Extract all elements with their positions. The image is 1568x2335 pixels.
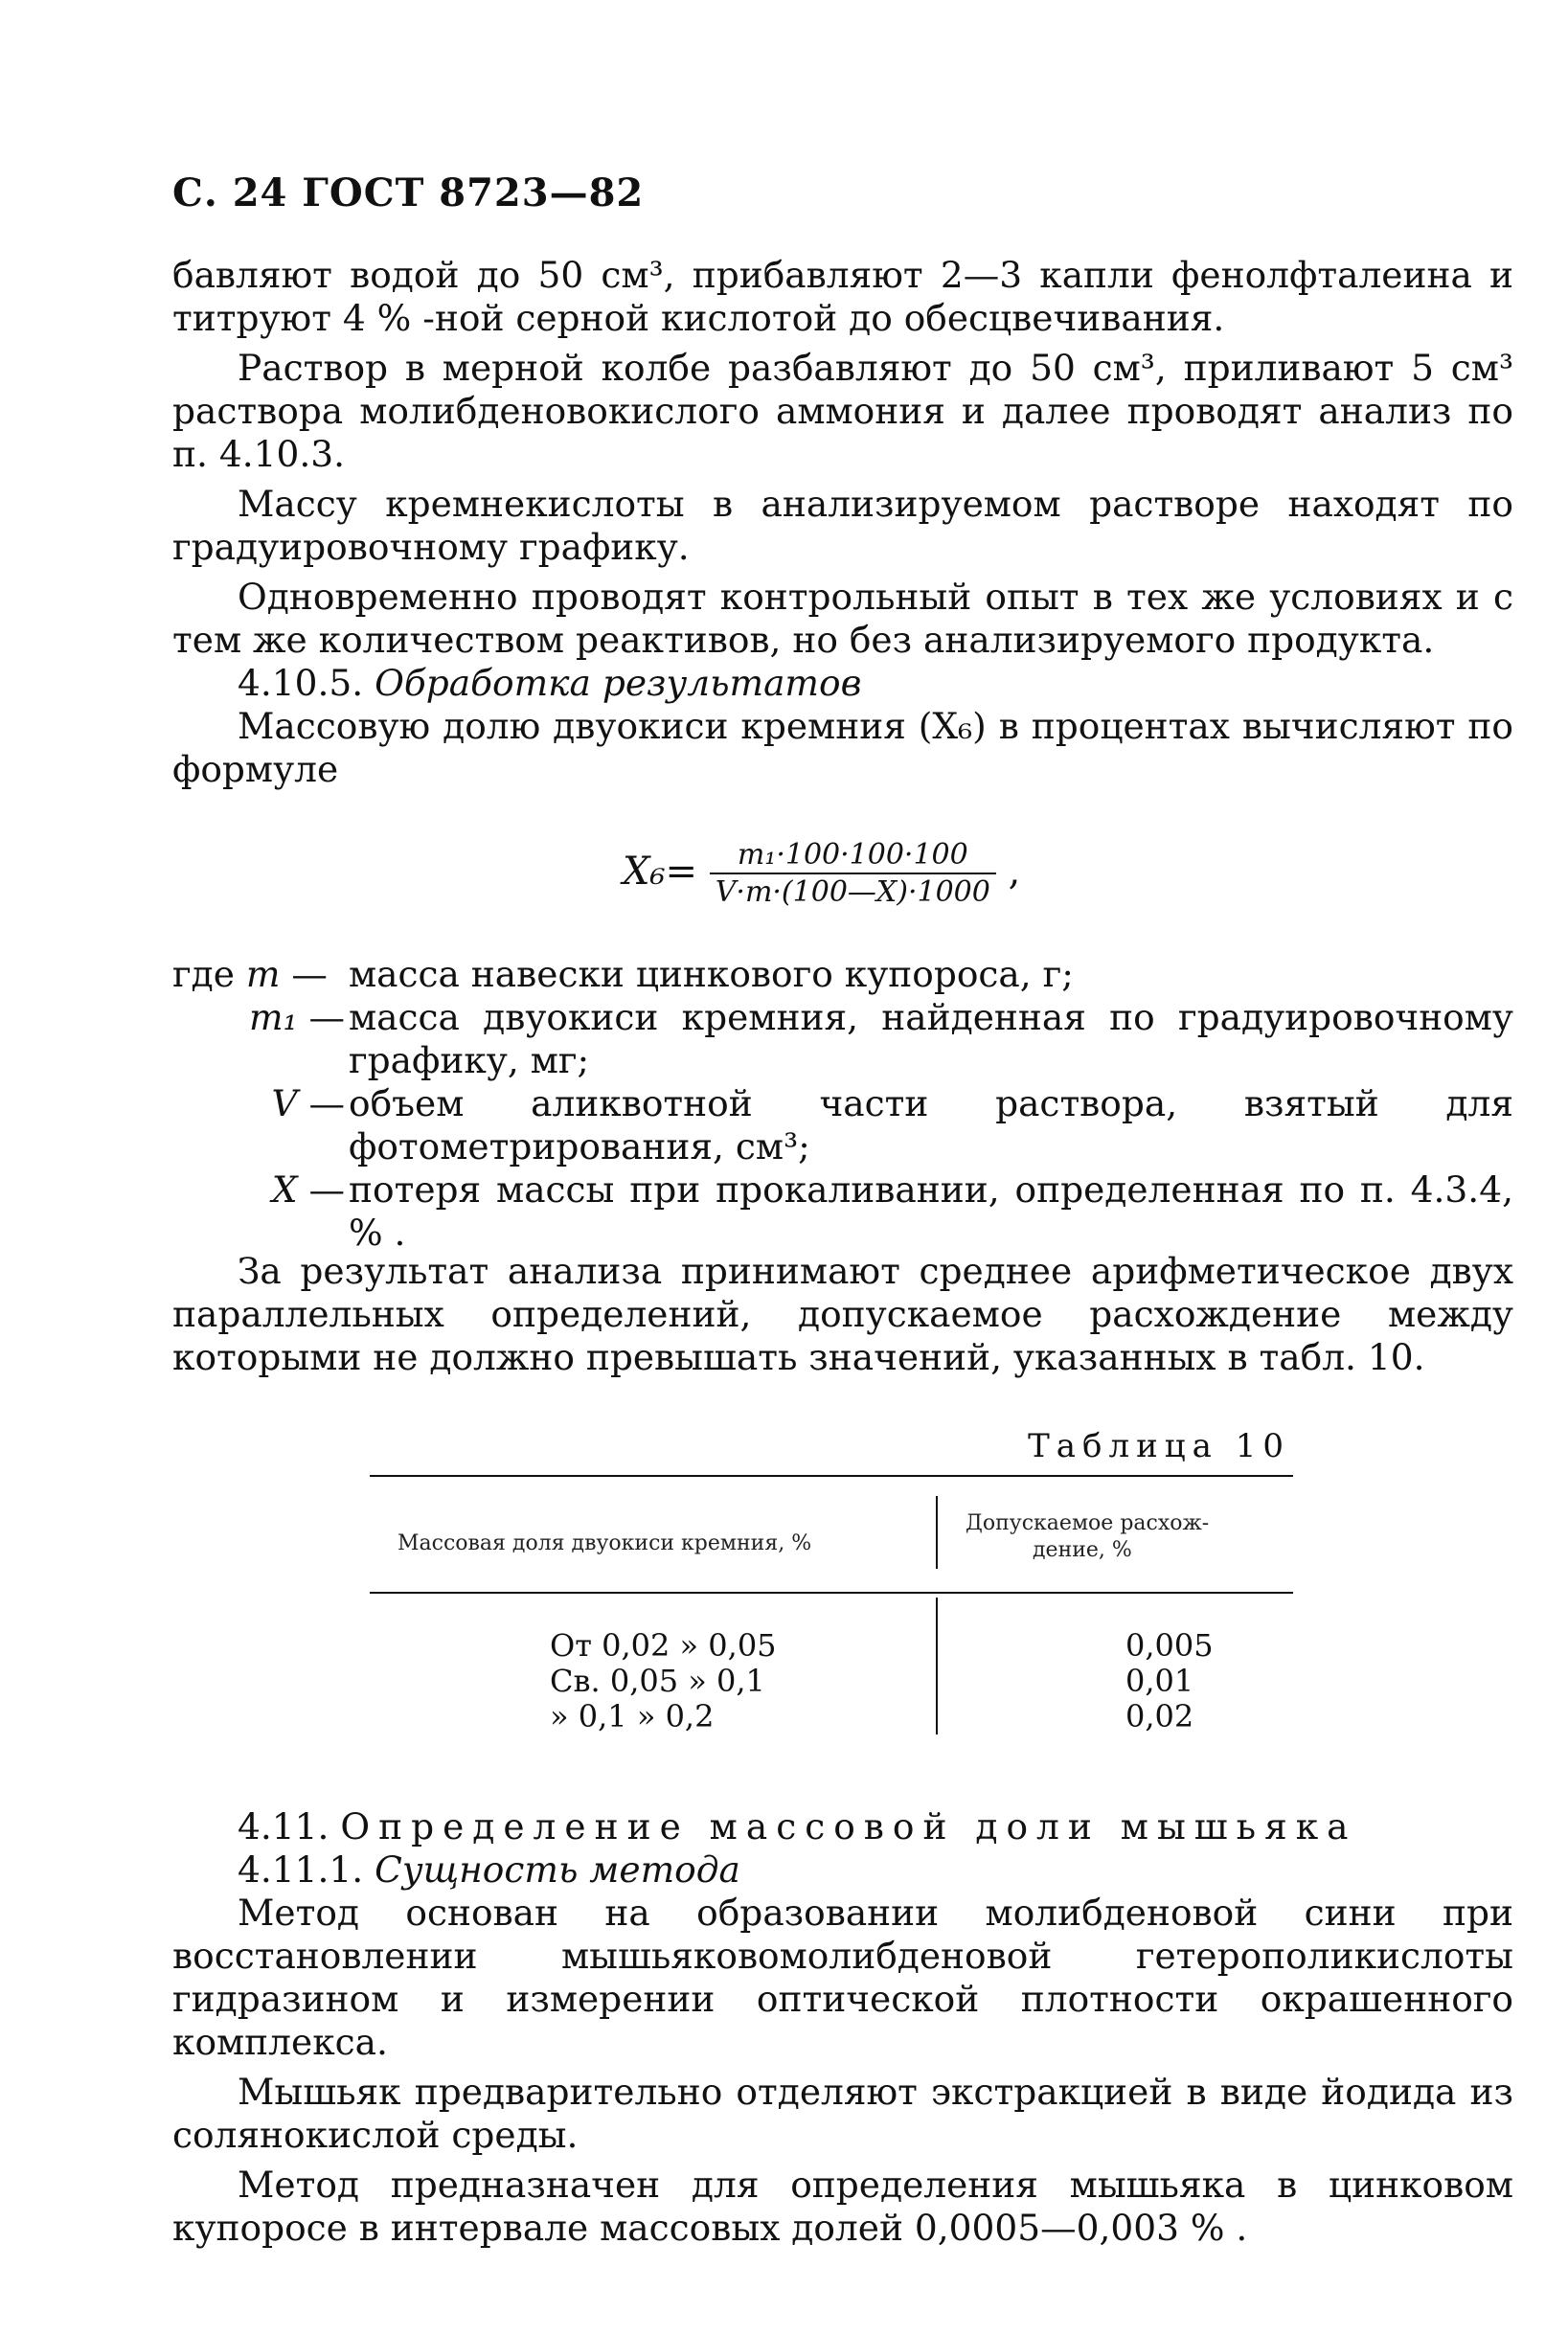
table-top-rule <box>370 1475 1293 1477</box>
section-number: 4.11.1. <box>238 1848 364 1891</box>
dash: — <box>308 1168 345 1211</box>
paragraph: Массу кремнекислоты в анализируемом растворе находят по градуировочному графику. <box>172 483 1513 568</box>
paragraph: За результат анализа принимают среднее арифметическое двух параллельных определений, допускаемое расхождение между которыми не должно превышать значений, указанных в табл. 10. <box>172 1250 1513 1378</box>
table-cell-range: От 0,02 » 0,05 <box>550 1627 777 1664</box>
definition-symbol: m <box>245 953 281 995</box>
text-block-result <box>172 1250 1513 1379</box>
formula <box>623 838 1020 911</box>
paragraph: Раствор в мерной колбе разбавляют до 50 см³, приливают 5 см³ раствора молибденовокислого аммония и далее проводят анализ по п. 4.10.3. <box>172 347 1513 475</box>
definition-item <box>172 1168 1513 1255</box>
table-cell-range: Св. 0,05 » 0,1 <box>550 1663 765 1699</box>
dash: — <box>308 1082 345 1124</box>
table-header-rule <box>370 1592 1293 1594</box>
section-heading-4-11 <box>172 1805 1513 1848</box>
table-caption: Таблица 10 <box>1028 1427 1290 1465</box>
paragraph: Массовую долю двуокиси кремния (X₆) в процентах вычисляют по формуле <box>172 705 1513 790</box>
paragraph: Мышьяк предварительно отделяют экстракцией в виде йодида из солянокислой среды. <box>172 2071 1513 2156</box>
definition-text: потеря массы при прокаливании, определенная по п. 4.3.4, % . <box>349 1168 1513 1254</box>
page-header: С. 24 ГОСТ 8723—82 <box>172 170 645 215</box>
table-cell-range: » 0,1 » 0,2 <box>550 1698 715 1734</box>
section-title: Определение массовой доли мышьяка <box>340 1805 1357 1848</box>
formula-numerator: m₁·100·100·100 <box>710 838 996 874</box>
table-header-col2-line1: Допускаемое расхож- <box>966 1511 1210 1535</box>
text-block-bottom <box>172 1805 1513 2250</box>
dash: — <box>308 996 345 1038</box>
definition-text: объем аликвотной части раствора, взятый для фотометрирования, см³; <box>349 1082 1513 1168</box>
definitions-list <box>172 953 1513 1255</box>
table-cell-value: 0,005 <box>1125 1627 1214 1664</box>
definition-text: масса двуокиси кремния, найденная по градуировочному графику, мг; <box>349 996 1513 1081</box>
definition-symbol: V <box>271 1082 298 1124</box>
formula-fraction <box>710 838 996 911</box>
paragraph: Метод основан на образовании молибденовой сини при восстановлении мышьяковомолибденовой гетерополикислоты гидразином и измерении оптической плотности окрашенного комплекса. <box>172 1892 1513 2063</box>
definition-text: масса навески цинкового купороса, г; <box>349 953 1074 995</box>
section-heading-4-10-5 <box>172 662 1513 705</box>
definition-symbol: m₁ <box>248 996 298 1038</box>
section-title: Сущность метода <box>375 1848 740 1891</box>
definition-item <box>172 1082 1513 1168</box>
section-number: 4.11. <box>238 1805 330 1848</box>
table-header-col2-line2: дение, % <box>1033 1538 1132 1562</box>
formula-trail: , <box>1008 850 1021 894</box>
table-cell-value: 0,02 <box>1125 1698 1194 1734</box>
formula-lhs: X₆= <box>623 850 698 894</box>
definition-symbol: X <box>271 1168 298 1211</box>
section-title: Обработка результатов <box>375 662 862 704</box>
paragraph: Одновременно проводят контрольный опыт в тех же условиях и с тем же количеством реактивов, но без анализируемого продукта. <box>172 576 1513 661</box>
definition-lead: где <box>172 953 235 995</box>
table-body-divider <box>936 1598 938 1734</box>
paragraph: Метод предназначен для определения мышьяка в цинковом купоросе в интервале массовых долей 0,0005—0,003 % . <box>172 2164 1513 2249</box>
formula-denominator: V·m·(100—X)·1000 <box>715 875 990 909</box>
table-header-col1: Массовая доля двуокиси кремния, % <box>398 1531 812 1555</box>
paragraph: бавляют водой до 50 см³, прибавляют 2—3 капли фенолфталеина и титруют 4 % -ной серной кислотой до обесцвечивания. <box>172 254 1513 339</box>
section-heading-4-11-1 <box>172 1848 1513 1892</box>
text-block-top <box>172 254 1513 791</box>
table-cell-value: 0,01 <box>1125 1663 1194 1699</box>
section-number: 4.10.5. <box>238 662 364 704</box>
definition-item <box>172 953 1513 996</box>
dash: — <box>291 953 328 995</box>
table-header-divider <box>936 1496 938 1569</box>
definition-item <box>172 996 1513 1082</box>
